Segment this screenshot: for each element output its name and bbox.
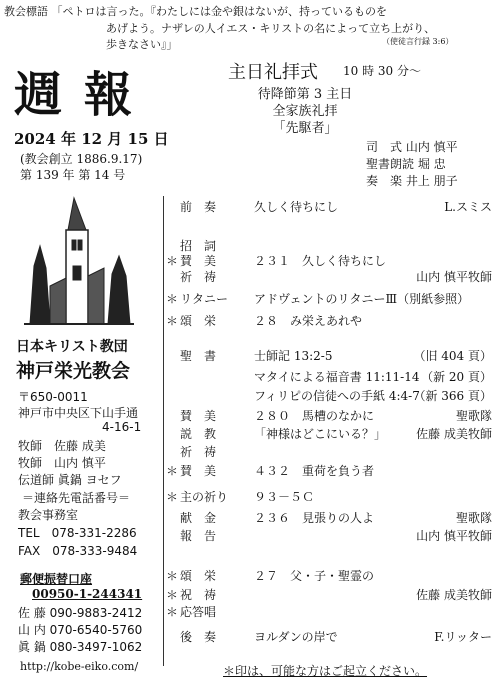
postal-code: 〒650-0011 <box>18 390 88 404</box>
stand-mark: ＊ <box>166 569 179 583</box>
service-title: 主日礼拝式 <box>228 62 318 83</box>
order-item-content: マタイによる福音書 11:11-14 <box>254 370 420 384</box>
order-item-label: 祈 祷 <box>180 445 217 459</box>
order-item-content: ２３１ 久しく待ちにし <box>254 254 387 268</box>
order-item-label: 聖 書 <box>180 349 217 363</box>
role-organist <box>366 172 458 189</box>
order-item-content: 士師記 13:2-5 <box>254 349 333 363</box>
bulletin-title: 週報 <box>14 67 155 123</box>
church-name: 神戸栄光教会 <box>16 360 131 382</box>
order-item-label: 賛 美 <box>180 464 217 478</box>
order-item-person: 聖歌隊 <box>455 511 492 525</box>
service-season: 待降節第 3 主日 <box>257 87 353 102</box>
pastor-1: 牧師 佐藤 成美 <box>18 439 106 453</box>
role-name: 山内 慎平 <box>405 140 458 154</box>
tel-number: TEL 078-331-2286 <box>18 526 137 540</box>
order-item-person: L.スミス <box>444 200 492 214</box>
order-item-content: アドヴェントのリタニーⅢ（別紙参照） <box>254 292 470 306</box>
order-item-person: （新 366 頁） <box>413 389 492 403</box>
stand-mark: ＊ <box>166 605 179 619</box>
denomination-name: 日本キリスト教団 <box>16 339 128 355</box>
order-item-person: （新 20 頁） <box>421 370 492 384</box>
role-label: 奏 楽 <box>366 174 403 188</box>
issue-number: 第 139 年 第 14 号 <box>20 168 126 182</box>
role-officiant <box>366 138 458 155</box>
stand-mark: ＊ <box>166 254 179 268</box>
motto-line-3: 歩きなさい』」 <box>106 38 178 51</box>
stand-mark: ＊ <box>166 490 179 504</box>
phone-manabe: 眞 鍋 080-3497-1062 <box>18 640 143 654</box>
order-item-label: 説 教 <box>180 427 217 441</box>
stand-mark: ＊ <box>166 314 179 328</box>
order-item-content: ２７ 父・子・聖霊の <box>254 569 375 583</box>
order-item-label: 主の祈り <box>180 490 229 504</box>
church-building-illustration <box>24 196 134 326</box>
service-theme: 「先駆者」 <box>272 121 338 136</box>
service-time: 10 時 30 分～ <box>343 64 421 78</box>
order-item-content: ４３２ 重荷を負う者 <box>254 464 375 478</box>
order-item-label: 賛 美 <box>180 254 217 268</box>
motto-reference: （使徒言行録 3:6） <box>382 37 454 46</box>
order-item-label: 賛 美 <box>180 409 217 423</box>
role-label: 司 式 <box>366 140 403 154</box>
order-item-person: 佐藤 成美牧師 <box>416 588 492 602</box>
order-item-content: ９３－５Ｃ <box>254 490 315 504</box>
order-item-label: 祈 祷 <box>180 270 217 284</box>
order-item-label: 祝 祷 <box>180 588 217 602</box>
order-item-label: 報 告 <box>180 529 217 543</box>
phone-yamauchi: 山 内 070-6540-5760 <box>18 623 143 637</box>
evangelist: 伝道師 眞鍋 ヨセフ <box>18 473 122 487</box>
order-item-content: ２３６ 見張りの人よ <box>254 511 375 525</box>
order-item-person: 佐藤 成美牧師 <box>416 427 492 441</box>
role-name: 堀 忠 <box>417 157 446 171</box>
column-divider <box>163 196 164 666</box>
role-reader <box>366 155 446 172</box>
role-name: 井上 朋子 <box>405 174 458 188</box>
order-item-person: 山内 慎平牧師 <box>416 270 492 284</box>
postal-account-number: 00950-1-244341 <box>32 587 143 601</box>
stand-mark: ＊ <box>166 588 179 602</box>
order-item-content: ヨルダンの岸で <box>254 630 338 644</box>
pastor-2: 牧師 山内 慎平 <box>18 456 106 470</box>
standing-note: ＊印は、可能な方はご起立ください。 <box>223 664 428 678</box>
order-item-content: 「神様はどこにいる？」 <box>254 427 387 441</box>
church-url[interactable]: http://kobe-eiko.com/ <box>20 660 139 673</box>
order-item-content: 久しく待ちにし <box>254 200 339 214</box>
motto-line-2: あげよう。ナザレの人イエス・キリストの名によって立ち上がり、 <box>106 22 436 35</box>
order-item-person: 聖歌隊 <box>455 409 492 423</box>
address-line-2: 4-16-1 <box>102 420 142 434</box>
motto-line-1 <box>4 3 387 19</box>
order-item-label: 献 金 <box>180 511 217 525</box>
phone-sato: 佐 藤 090-9883-2412 <box>18 606 143 620</box>
order-item-content: ２８ み栄えあれや <box>254 314 363 328</box>
order-item-content: ２８０ 馬槽のなかに <box>254 409 375 423</box>
fax-number: FAX 078-333-9484 <box>18 544 138 558</box>
bulletin-date: 2024 年 12 月 15 日 <box>14 130 169 148</box>
postal-account-heading: 郵便振替口座 <box>20 572 93 586</box>
motto-text-1: 「ペトロは言った。『わたしには金や銀はないが、持っているものを <box>51 5 387 18</box>
order-item-person: F.リッター <box>434 630 492 644</box>
order-item-label: 応答唱 <box>180 605 217 619</box>
stand-mark: ＊ <box>166 292 179 306</box>
office-label: 教会事務室 <box>18 508 79 522</box>
service-family: 全家族礼拝 <box>272 104 338 119</box>
order-item-label: リタニー <box>180 292 229 306</box>
contact-heading: ＝連絡先電話番号＝ <box>22 491 131 505</box>
order-item-label: 頌 栄 <box>180 569 217 583</box>
order-item-person: （旧 404 頁） <box>413 349 492 363</box>
motto-label: 教会標語 <box>4 5 48 18</box>
founded-date: (教会創立 1886.9.17) <box>20 152 143 166</box>
order-item-label: 招 詞 <box>180 239 217 253</box>
address-line-1: 神戸市中央区下山手通 <box>18 406 139 420</box>
order-item-person: 山内 慎平牧師 <box>416 529 492 543</box>
order-item-label: 頌 栄 <box>180 314 217 328</box>
order-item-label: 前 奏 <box>180 200 217 214</box>
role-label: 聖書朗読 <box>366 157 415 171</box>
stand-mark: ＊ <box>166 464 179 478</box>
order-item-label: 後 奏 <box>180 630 217 644</box>
order-item-content: フィリピの信徒への手紙 4:4-7 <box>254 389 420 403</box>
